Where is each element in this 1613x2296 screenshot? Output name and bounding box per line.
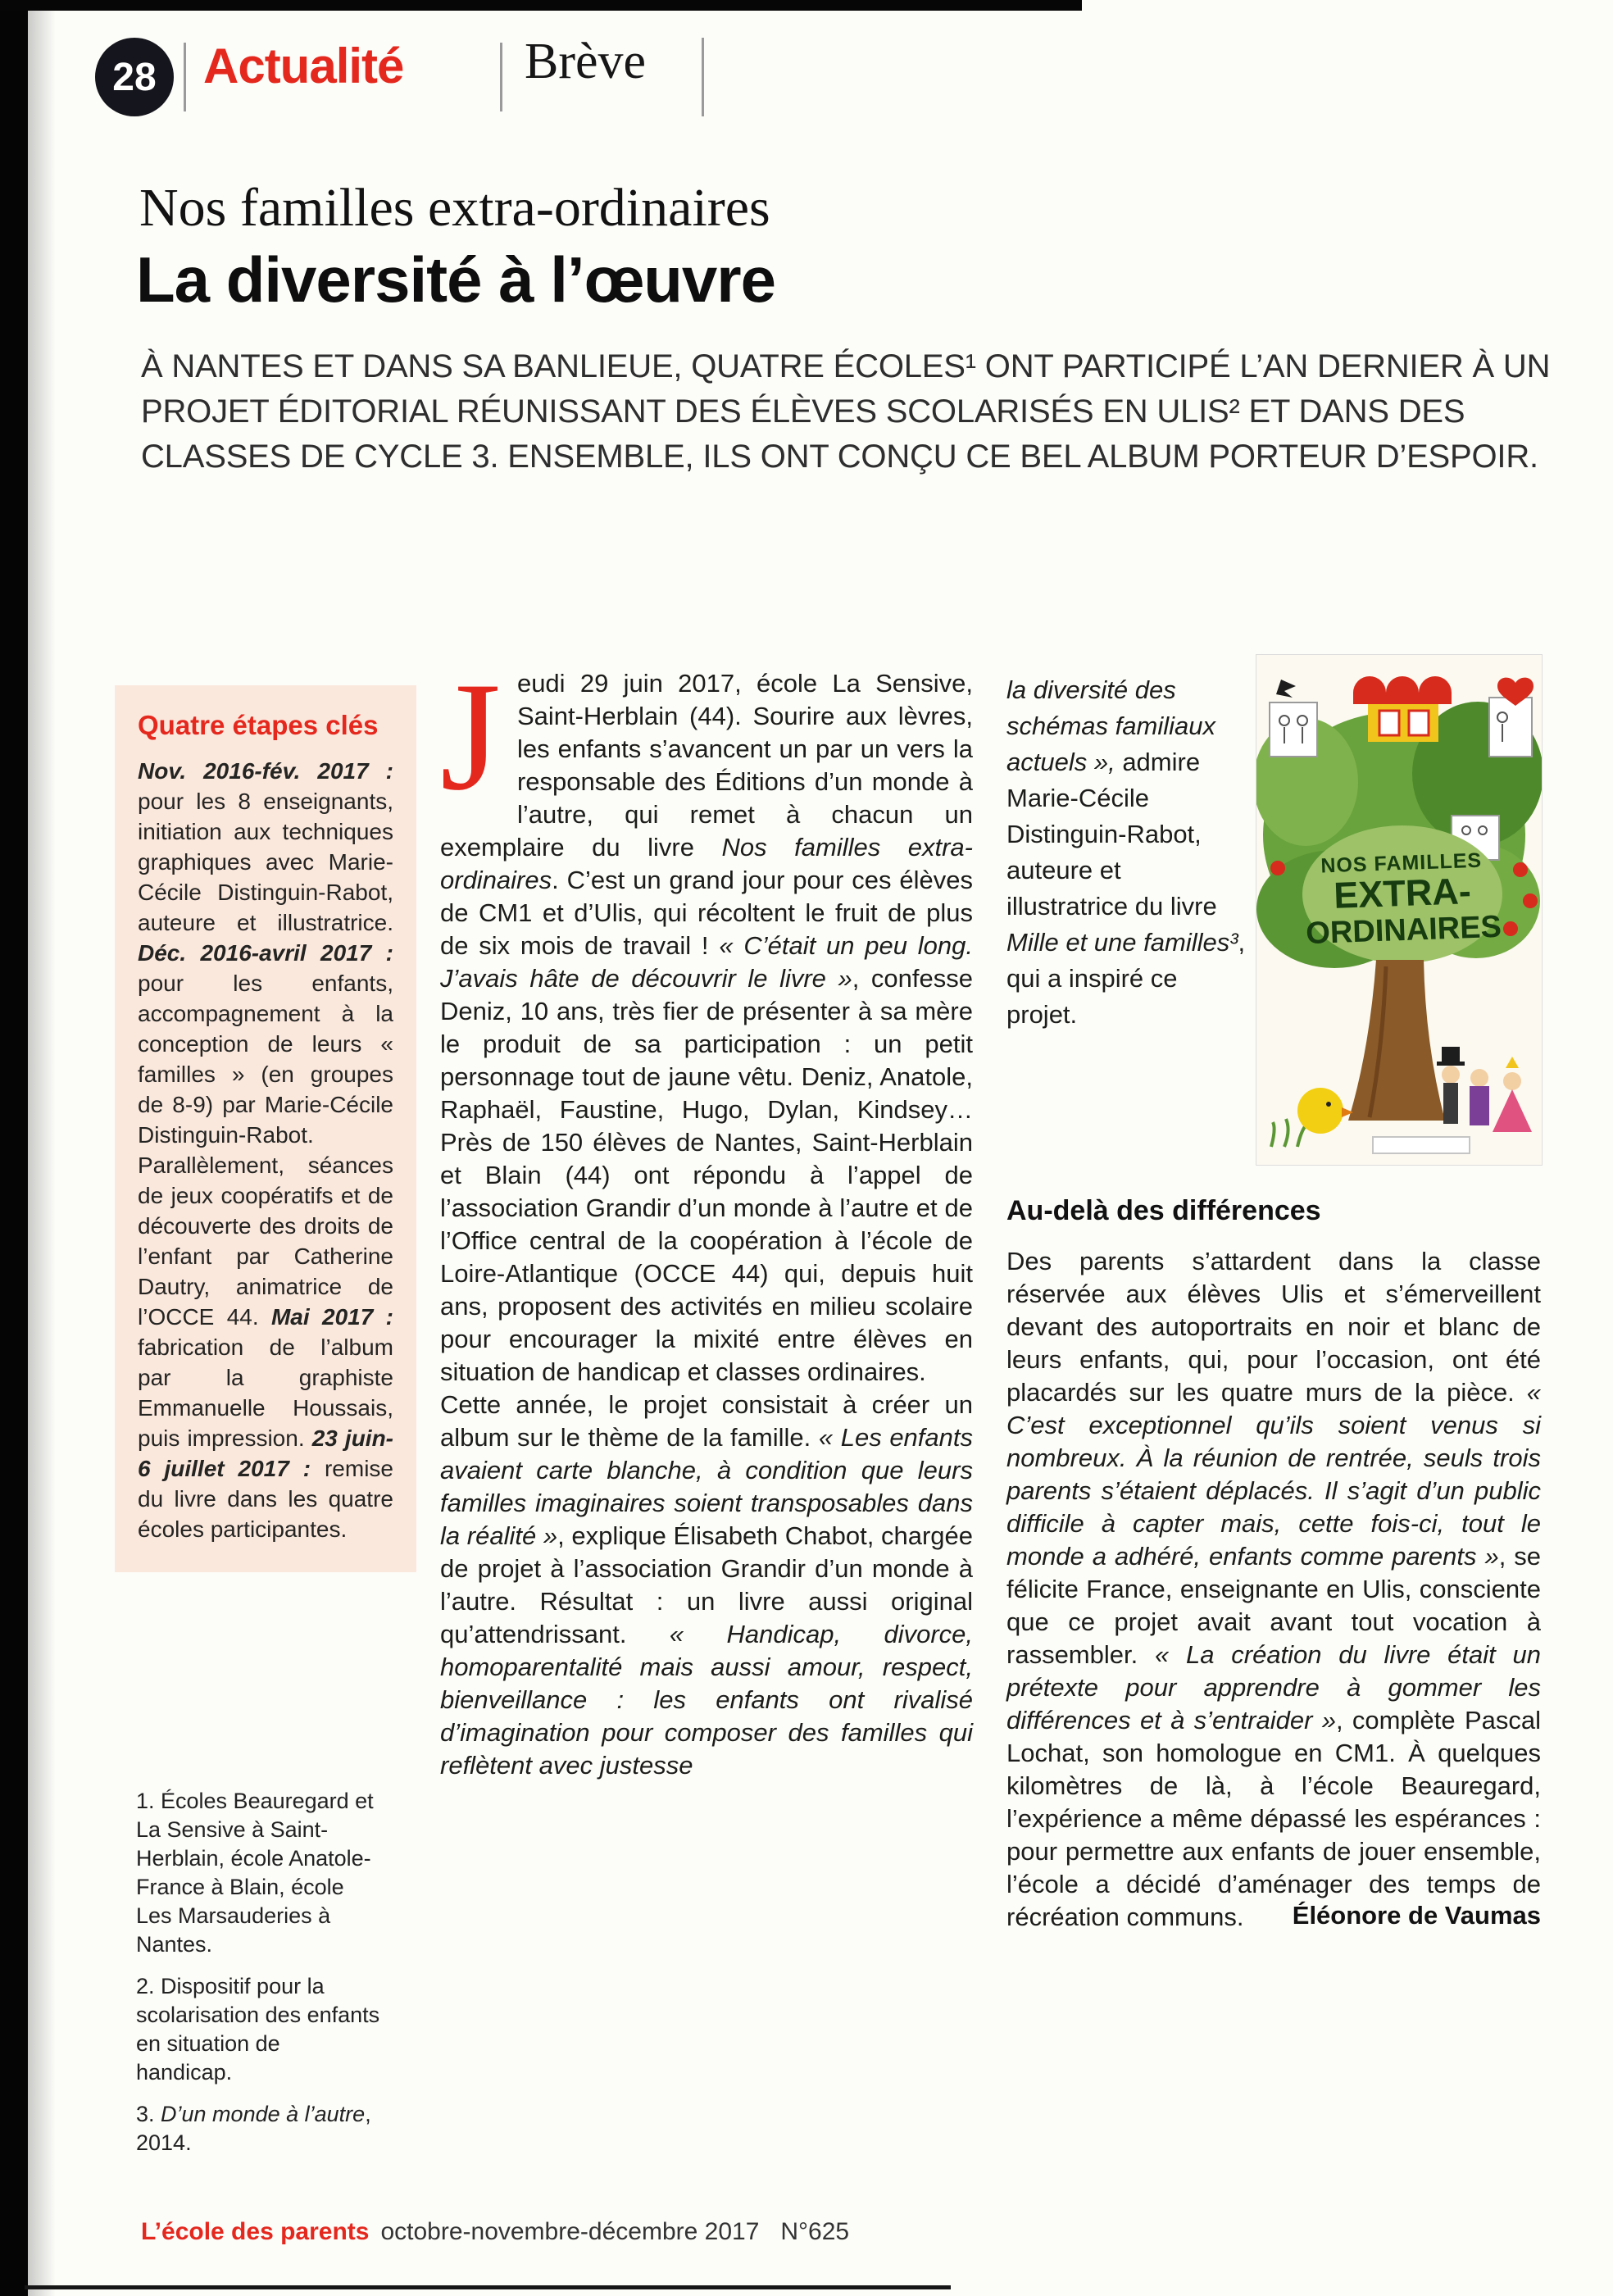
scan-edge-top [0, 0, 1082, 11]
page-footer [141, 2218, 849, 2246]
article-column-right [1006, 1195, 1541, 1930]
article-standfirst: À NANTES ET DANS SA BANLIEUE, QUATRE ÉCOLES¹ ONT PARTICIPÉ L’AN DERNIER À UN PROJET ÉDITORIAL RÉUNISSANT DES ÉLÈVES SCOLARISÉS EN ULIS² ET DANS DES CLASSES DE CYCLE 3. ENSEMBLE, ILS ONT CONÇU CE BEL ALBUM PORTEUR D’ESPOIR. [141, 348, 1551, 475]
scan-edge-left-shadow [28, 0, 56, 2296]
footnote-1: 1. Écoles Beauregard et La Sensive à Saint-Herblain, école Anatole-France à Blain, école Les Marsauderies à Nantes. [136, 1789, 374, 1957]
author-byline: Éléonore de Vaumas [1292, 1901, 1541, 1930]
book-cover [1256, 654, 1543, 1166]
header-divider [500, 43, 502, 111]
article-paragraph-4: Des parents s’attardent dans la classe réservée aux élèves Ulis et s’émerveillent devant des autoportraits en noir et blanc de leurs enfants, qui, pour l’occasion, ont été placardés sur les quatre murs de la pièce. « C’est exceptionnel qu’ils soient venus si nombreux. À la réunion de rentrée, seuls trois parents s’étaient déplacés. Il s’agit d’un public difficile à capter mais, cette fois-ci, tout le monde a adhéré, enfants comme parents », se félicite France, enseignante en Ulis, consciente que ce projet avait avant tout vocation à rassembler. « La création du livre était un prétexte pour apprendre à gommer les différences et à s’entraider », complète Pascal Lochat, son homologue en CM1. À quelques kilomètres de là, à l’école Beauregard, l’expérience a même dépassé les espérances : pour permettre aux enfants de jouer ensemble, l’école a décidé d’aménager des temps de récréation communs. [1006, 1247, 1541, 1931]
key-steps-body: Nov. 2016-fév. 2017 : pour les 8 enseignants, initiation aux techniques graphiques avec Marie-Cécile Distinguin-Rabot, auteure et illustratrice. Déc. 2016-avril 2017 : pour les enfants, accompagnement à la conception de leurs « familles » (en groupes de 8-9) par Marie-Cécile Distinguin-Rabot. Parallèlement, séances de jeux coopératifs et de découverte des droits de l’enfant par Catherine Dautry, animatrice de l’OCCE 44. Mai 2017 : fabrication de l’album par la graphiste Emmanuelle Houssais, puis impression. 23 juin-6 juillet 2017 : remise du livre dans les quatre écoles participantes. [138, 758, 393, 1542]
magazine-name: L’école des parents [141, 2218, 370, 2245]
scan-edge-bottom [25, 2285, 951, 2289]
key-steps-title: Quatre étapes clés [138, 710, 379, 740]
article-title: La diversité à l’œuvre [136, 243, 775, 316]
footnotes [136, 1787, 382, 2171]
book-cover-title-line2: EXTRA- [1333, 870, 1472, 916]
drop-cap: J [440, 651, 501, 823]
book-cover-title-line3: ORDINAIRES [1305, 909, 1502, 952]
scan-edge-left [0, 0, 28, 2296]
article-column-middle [440, 651, 974, 1782]
subsection-label: Brève [525, 34, 647, 89]
article-column-right-intro [1006, 672, 1247, 1033]
article-paragraph-1: Jeudi 29 juin 2017, école La Sensive, Saint-Herblain (44). Sourire aux lèvres, les enfants s’avancent un par un vers la responsable des Éditions d’un monde à l’autre, qui remet à chacun un exemplaire du livre Nos familles extra-ordinaires. C’est un grand jour pour ces élèves de CM1 et d’Ulis, qui récoltent le fruit de plus de six mois de travail ! « C’était un peu long. J’avais hâte de découvrir le livre », confesse Deniz, 10 ans, très fier de présenter à sa mère le produit de sa participation : un petit personnage tout de jaune vêtu. Deniz, Anatole, Raphaël, Faustine, Hugo, Dylan, Kindsey… Près de 150 élèves de Nantes, Saint-Herblain et Blain (44) ont répondu à l’appel de l’association Grandir d’un monde à l’autre et de l’Office central de la coopération à l’école de Loire-Atlantique (OCCE 44) qui, depuis huit ans, proposent des activités en milieu scolaire pour encourager la mixité entre élèves en situation de handicap et classes ordinaires. [440, 651, 973, 1386]
page-number: 28 [112, 55, 157, 99]
section-label: Actualité [203, 39, 404, 93]
book-cover-title-line1: NOS FAMILLES [1320, 848, 1483, 878]
article-kicker: Nos familles extra-ordinaires [139, 178, 770, 238]
footnote-2: 2. Dispositif pour la scolarisation des enfants en situation de handicap. [136, 1974, 380, 2085]
header-divider [702, 38, 704, 116]
page-number-badge [95, 38, 174, 116]
issue-date: octobre-novembre-décembre 2017 [380, 2218, 760, 2245]
article-paragraph-3: la diversité des schémas familiaux actuels », admire Marie-Cécile Distinguin-Rabot, auteure et illustratrice du livre Mille et une familles³, qui a inspiré ce projet. [1006, 675, 1246, 1029]
article-paragraph-2: Cette année, le projet consistait à créer un album sur le thème de la famille. « Les enfants avaient carte blanche, à condition que leurs familles imaginaires soient transposables dans la réalité », explique Élisabeth Chabot, chargée de projet à l’association Grandir d’un monde à l’autre. Résultat : un livre aussi original qu’attendrissant. « Handicap, divorce, homoparentalité mais aussi amour, respect, bienveillance : les enfants ont rivalisé d’imagination pour composer des familles qui reflètent avec justesse [440, 1390, 974, 1780]
key-steps-box [115, 685, 416, 1572]
header-divider [184, 43, 186, 111]
book-cover-illustration [1256, 655, 1542, 1165]
footnote-3: 3. D’un monde à l’autre, 2014. [136, 2102, 371, 2155]
section-subhead: Au-delà des différences [1006, 1195, 1321, 1226]
issue-number: N°625 [780, 2218, 850, 2245]
